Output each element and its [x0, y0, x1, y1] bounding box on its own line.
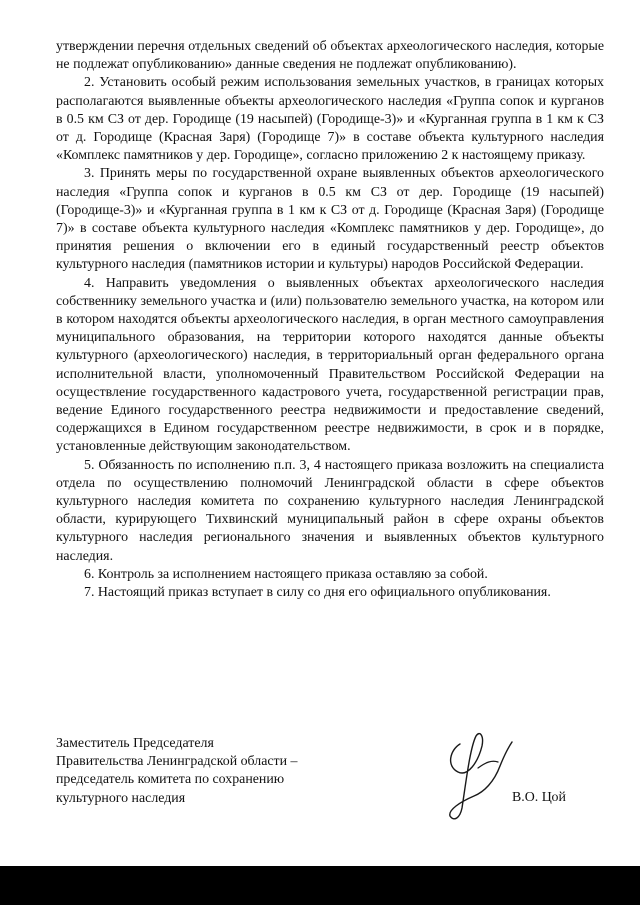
paragraph-2: 2. Установить особый режим использования земельных участков, в границах которых располагаются выявленные объекты археологического наследия «Группа сопок и курганов в 0.5 км СЗ от дер. Городище (19 насыпей) (Городище-3)» и «Курганная группа в 1 км к СЗ от д. Городище (Красная Заря) (Городище 7)» в составе объекта культурного наследия «Комплекс памятников у дер. Городище», согласно приложению 2 к настоящему приказу. [56, 75, 604, 164]
handwritten-signature-icon [420, 722, 530, 832]
paragraph-4: 4. Направить уведомления о выявленных объектах археологического наследия собственнику земельного участка и (или) пользователю земельного участка, на котором или в котором находятся объекты археологического наследия, в орган местного самоуправления муниципального образования, на территории которого находятся данные объекты культурного (археологического) наследия, в территориальный орган федерального органа исполнительной власти, уполномоченный Правительством Российской Федерации на осуществление государственного кадастрового учета, государственной регистрации прав, ведение Единого государственного реестра недвижимости и предоставление сведений, содержащихся в Едином государственном реестре недвижимости, в срок и в порядке, установленные действующим законодательством. [56, 275, 604, 455]
signatory-title [56, 735, 356, 808]
signer-name: В.О. Цой [512, 790, 566, 805]
document-body [56, 38, 604, 602]
paragraph-5: 5. Обязанность по исполнению п.п. 3, 4 настоящего приказа возложить на специалиста отдела по осуществлению полномочий Ленинградской области в сфере объектов культурного наследия комитета по сохранению культурного наследия Ленинградской области, курирующего Тихвинский муниципальный район в сфере охраны объектов культурного наследия регионального значения и выявленных объектов культурного наследия. [56, 457, 604, 564]
paragraph-7: 7. Настоящий приказ вступает в силу со дня его официального опубликования. [84, 585, 551, 601]
paragraph-6: 6. Контроль за исполнением настоящего приказа оставляю за собой. [84, 566, 488, 582]
signatory-title-line: председатель комитета по сохранению [56, 772, 285, 788]
scan-border [0, 866, 640, 905]
signatory-title-line: Правительства Ленинградской области – [56, 754, 298, 770]
signatory-title-line: культурного наследия [56, 790, 186, 806]
paragraph-continuation: утверждении перечня отдельных сведений об объектах археологического наследия, которые не подлежат опубликованию» данные сведения не подлежат опубликованию). [56, 39, 604, 73]
paragraph-3: 3. Принять меры по государственной охране выявленных объектов археологического наследия «Группа сопок и курганов в 0.5 км СЗ от дер. Городище (19 насыпей) (Городище-3)» и «Курганная группа в 1 км к СЗ от д. Городище (Красная Заря) (Городище 7)» в составе объекта культурного наследия «Комплекс памятников у дер. Городище», до принятия решения о включении его в единый государственный реестр объектов культурного наследия (памятников истории и культуры) народов Российской Федерации. [56, 166, 604, 273]
signatory-title-line: Заместитель Председателя [56, 736, 214, 751]
